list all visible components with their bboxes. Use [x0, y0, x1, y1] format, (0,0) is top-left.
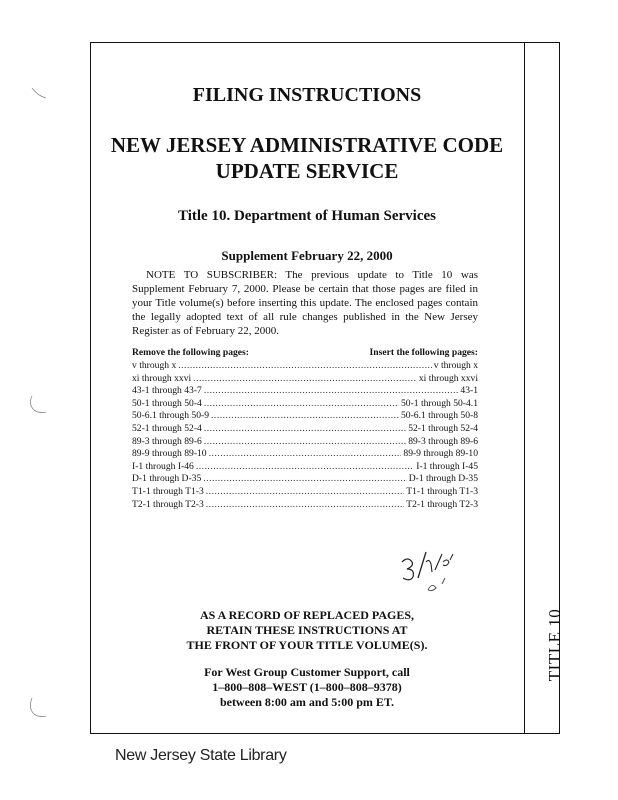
dot-leader [178, 360, 432, 373]
remove-range: 50-6.1 through 50-9 [132, 410, 210, 422]
remove-range: 50-1 through 50-4 [132, 397, 202, 409]
binding-hole-mark [28, 696, 50, 720]
remove-header: Remove the following pages: [132, 347, 249, 358]
binding-hole-mark [30, 86, 50, 100]
remove-range: T2-1 through T2-3 [132, 498, 204, 510]
binding-hole-mark [28, 394, 50, 416]
tab-divider [524, 42, 525, 734]
table-row [132, 436, 478, 449]
dot-leader [211, 410, 399, 423]
insert-range: 89-3 through 89-6 [408, 435, 478, 447]
support-line-3: between 8:00 am and 5:00 pm ET. [219, 695, 395, 709]
pages-table-rows [132, 360, 478, 511]
remove-range: I-1 through I-46 [132, 460, 194, 472]
insert-range: 50-1 through 50-4.1 [400, 397, 478, 409]
remove-range: D-1 through D-35 [132, 473, 202, 485]
table-row [132, 473, 478, 486]
remove-range: xi through xxvi [132, 372, 192, 384]
dot-leader [204, 398, 399, 411]
support-line-2: 1–800–808–WEST (1–800–808–9378) [212, 680, 402, 694]
insert-range: v through x [433, 360, 478, 371]
subscriber-note: NOTE TO SUBSCRIBER: The previous update to Title 10 was Supplement February 7, 2000. Please be certain that those pages are filed in your Title volume(s) before inserting this update. The enclosed pages contain the legally adopted text of all rule changes published in the New Jersey Register as of February 22, 2000. [132, 269, 478, 337]
table-row [132, 423, 478, 436]
table-row [132, 398, 478, 411]
insert-range: xi through xxvi [418, 372, 478, 384]
title-side-tab [545, 590, 565, 700]
code-title-line-1: NEW JERSEY ADMINISTRATIVE CODE [110, 133, 504, 157]
remove-range: 52-1 through 52-4 [132, 422, 202, 434]
remove-range: v through x [132, 360, 177, 371]
handwritten-initials [398, 548, 458, 598]
insert-header: Insert the following pages: [369, 347, 478, 358]
dot-leader [203, 473, 406, 486]
pages-table-header [132, 346, 478, 360]
table-row [132, 499, 478, 512]
code-title [100, 132, 514, 184]
table-row [132, 385, 478, 398]
dot-leader [206, 486, 404, 499]
insert-range: 50-6.1 through 50-8 [400, 410, 478, 422]
department-heading: Title 10. Department of Human Services [177, 208, 437, 224]
insert-range: 43-1 [460, 385, 478, 397]
insert-range: T1-1 through T1-3 [406, 485, 478, 497]
table-row [132, 373, 478, 386]
record-line-3: THE FRONT OF YOUR TITLE VOLUME(S). [186, 638, 428, 652]
remove-range: 43-1 through 43-7 [132, 385, 202, 397]
table-row [132, 461, 478, 474]
filing-instructions-title: FILING INSTRUCTIONS [192, 84, 422, 106]
record-instructions [100, 608, 514, 653]
dot-leader [209, 448, 402, 461]
record-line-2: RETAIN THESE INSTRUCTIONS AT [206, 623, 408, 637]
code-title-line-2: UPDATE SERVICE [215, 159, 399, 183]
table-row [132, 410, 478, 423]
dot-leader [193, 373, 417, 386]
insert-range: 89-9 through 89-10 [403, 448, 478, 460]
dot-leader [204, 385, 459, 398]
dot-leader [206, 499, 404, 512]
support-line-1: For West Group Customer Support, call [204, 665, 410, 679]
side-tab-label: TITLE 10 [545, 608, 564, 682]
dot-leader [196, 461, 414, 474]
remove-range: 89-3 through 89-6 [132, 435, 202, 447]
table-row [132, 448, 478, 461]
insert-range: 52-1 through 52-4 [408, 422, 478, 434]
insert-range: T2-1 through T2-3 [406, 498, 478, 510]
remove-range: 89-9 through 89-10 [132, 448, 207, 460]
dot-leader [204, 423, 406, 436]
table-row [132, 360, 478, 373]
remove-range: T1-1 through T1-3 [132, 485, 204, 497]
pages-table [132, 346, 478, 511]
dot-leader [204, 436, 406, 449]
table-row [132, 486, 478, 499]
supplement-date: Supplement February 22, 2000 [221, 248, 393, 263]
customer-support [100, 665, 514, 710]
record-line-1: AS A RECORD OF REPLACED PAGES, [199, 608, 415, 622]
library-stamp: New Jersey State Library [115, 747, 287, 764]
insert-range: I-1 through I-45 [416, 460, 478, 472]
insert-range: D-1 through D-35 [408, 473, 478, 485]
